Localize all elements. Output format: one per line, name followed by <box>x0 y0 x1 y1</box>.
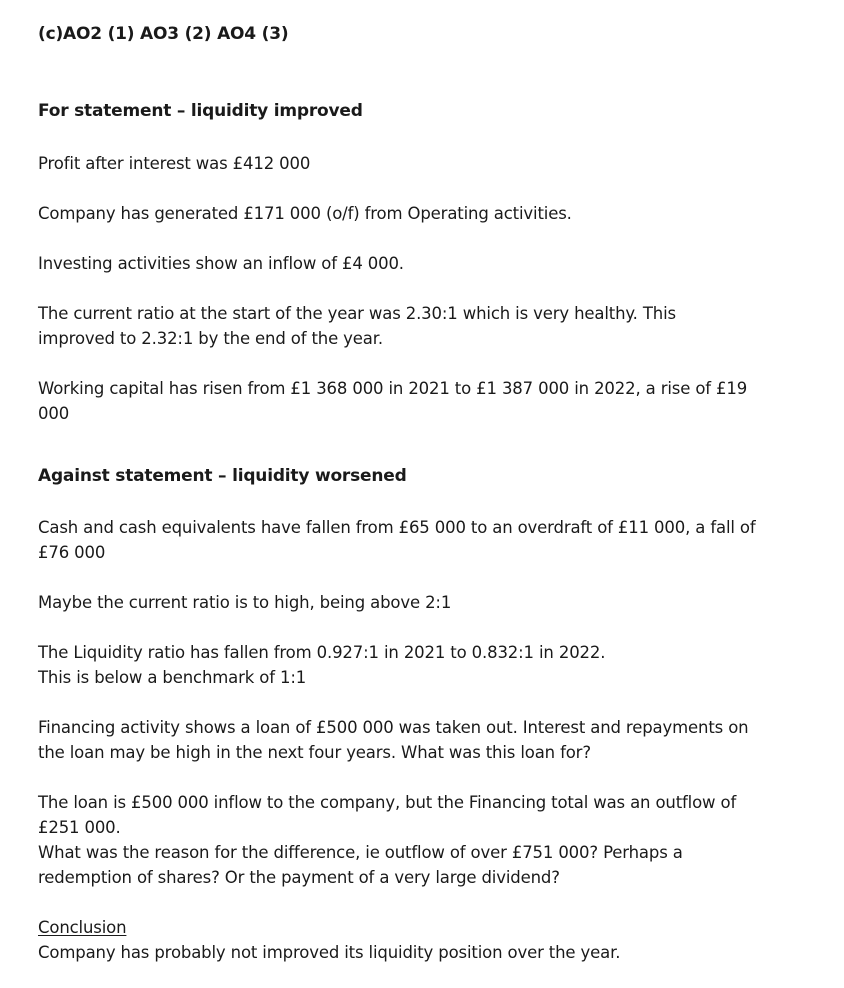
against-paragraph-loan-line1: The loan is £500 000 inflow to the company, but the Financing total was an outflow of <box>38 793 737 812</box>
against-paragraph-current-ratio: Maybe the current ratio is to high, being above 2:1 <box>38 593 452 612</box>
for-paragraph-profit: Profit after interest was £412 000 <box>38 154 311 173</box>
for-paragraph-current-ratio-line1: The current ratio at the start of the year was 2.30:1 which is very healthy. This <box>38 304 676 323</box>
against-statement-heading: Against statement – liquidity worsened <box>38 466 407 486</box>
conclusion-heading: Conclusion <box>38 918 127 937</box>
against-paragraph-liquidity-line1: The Liquidity ratio has fallen from 0.927:1 in 2021 to 0.832:1 in 2022. <box>38 643 606 662</box>
against-paragraph-financing-line2: the loan may be high in the next four years. What was this loan for? <box>38 743 591 762</box>
for-paragraph-investing: Investing activities show an inflow of £4 000. <box>38 254 404 273</box>
against-paragraph-cash-line1: Cash and cash equivalents have fallen from £65 000 to an overdraft of £11 000, a fall of <box>38 518 756 537</box>
against-paragraph-financing-line1: Financing activity shows a loan of £500 000 was taken out. Interest and repayments on <box>38 718 749 737</box>
assessment-objectives-header: (c)AO2 (1) AO3 (2) AO4 (3) <box>38 24 289 44</box>
against-paragraph-loan-line4: redemption of shares? Or the payment of a very large dividend? <box>38 868 560 887</box>
for-paragraph-current-ratio-line2: improved to 2.32:1 by the end of the year. <box>38 329 383 348</box>
against-paragraph-loan-line2: £251 000. <box>38 818 121 837</box>
for-paragraph-operating: Company has generated £171 000 (o/f) from Operating activities. <box>38 204 572 223</box>
for-statement-heading: For statement – liquidity improved <box>38 101 363 121</box>
against-paragraph-liquidity-line2: This is below a benchmark of 1:1 <box>38 668 307 687</box>
for-paragraph-working-capital-line2: 000 <box>38 404 70 423</box>
conclusion-text: Company has probably not improved its liquidity position over the year. <box>38 943 621 962</box>
against-paragraph-cash-line2: £76 000 <box>38 543 106 562</box>
against-paragraph-loan-line3: What was the reason for the difference, ie outflow of over £751 000? Perhaps a <box>38 843 683 862</box>
for-paragraph-working-capital-line1: Working capital has risen from £1 368 000 in 2021 to £1 387 000 in 2022, a rise of £19 <box>38 379 748 398</box>
